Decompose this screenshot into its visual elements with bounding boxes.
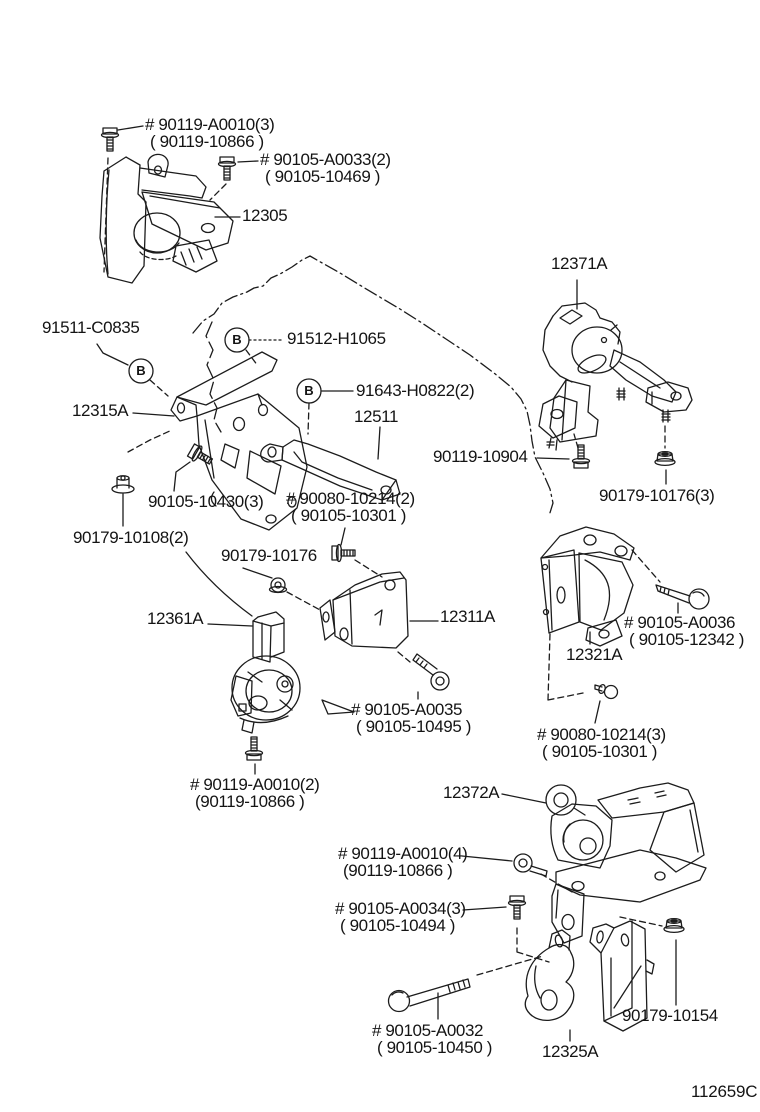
part-12305-drawing xyxy=(100,154,233,283)
label-90105-A0033-2: # 90105-A0033(2) ( 90105-10469 ) xyxy=(260,150,391,186)
part-12321A-drawing xyxy=(541,527,634,646)
label-12311A: 12311A xyxy=(440,607,495,626)
label-90119-10904: 90119-10904 xyxy=(433,447,528,466)
label-90179-10154: 90179-10154 xyxy=(622,1006,718,1025)
label-90179-10108-2: 90179-10108(2) xyxy=(73,528,189,547)
label-12321A: 12321A xyxy=(566,645,623,664)
label-90080-10214-2: # 90080-10214(2) ( 90105-10301 ) xyxy=(286,489,415,525)
part-12371A-drawing xyxy=(539,303,692,450)
label-90119-A0010-3: # 90119-A0010(3) ( 90119-10866 ) xyxy=(145,115,275,151)
label-90105-A0034-3: # 90105-A0034(3) ( 90105-10494 ) xyxy=(335,899,466,935)
label-90179-10176: 90179-10176 xyxy=(221,546,317,565)
drawing-number: 112659C xyxy=(691,1082,758,1101)
part-12311A-drawing xyxy=(320,572,408,648)
label-90105-10430-3: 90105-10430(3) xyxy=(148,492,264,511)
label-90080-10214-3: # 90080-10214(3) ( 90105-10301 ) xyxy=(537,725,666,761)
part-12372A-drawing xyxy=(546,783,706,943)
label-90105-A0035: # 90105-A0035 ( 90105-10495 ) xyxy=(351,700,471,736)
label-90179-10176-3: 90179-10176(3) xyxy=(599,486,715,505)
label-12305: 12305 xyxy=(242,206,288,225)
label-12325A: 12325A xyxy=(542,1042,599,1061)
label-12361A: 12361A xyxy=(147,609,204,628)
part-12361A-drawing xyxy=(231,612,354,733)
label-90119-A0010-4: # 90119-A0010(4) (90119-10866 ) xyxy=(338,844,468,880)
label-12315A: 12315A xyxy=(72,401,129,420)
washer-nut-icon xyxy=(112,476,134,493)
label-91512-H1065: 91512-H1065 xyxy=(287,329,386,348)
callout-b-3: B xyxy=(304,383,314,399)
label-91643-H0822-2: 91643-H0822(2) xyxy=(356,381,475,400)
label-12511: 12511 xyxy=(354,407,399,426)
callout-b-2: B xyxy=(232,332,242,348)
label-90105-A0036: # 90105-A0036 ( 90105-12342 ) xyxy=(624,613,744,649)
label-12372A: 12372A xyxy=(443,783,500,802)
label-12371A: 12371A xyxy=(551,254,608,273)
callout-b-1: B xyxy=(136,363,146,379)
label-90119-A0010-2: # 90119-A0010(2) (90119-10866 ) xyxy=(190,775,320,811)
label-90105-A0032: # 90105-A0032 ( 90105-10450 ) xyxy=(372,1021,492,1057)
label-91511-C0835: 91511-C0835 xyxy=(42,318,140,337)
